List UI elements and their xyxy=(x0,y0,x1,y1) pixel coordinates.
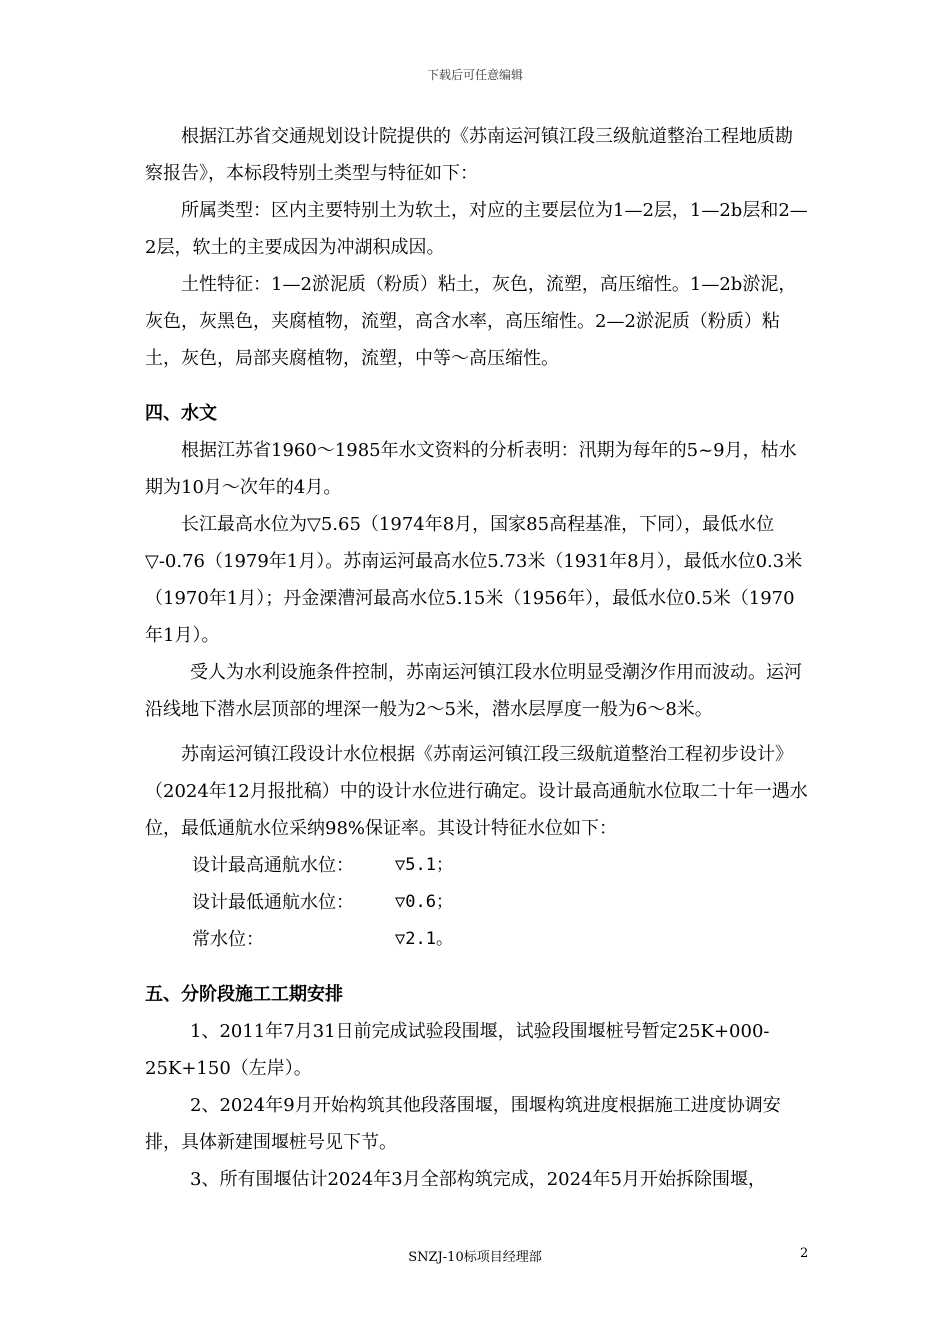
schedule-item: 3、所有围堰估计2024年3月全部构筑完成，2024年5月开始拆除围堰， xyxy=(190,1169,766,1190)
page-number: 2 xyxy=(800,1246,809,1261)
section3-type: 所属类型：区内主要特别土为软土，对应的主要层位为1—2层，1—2b层和2—2层，软土的主要成因为冲湖积成因。 xyxy=(145,200,808,258)
section5-heading: 五、分阶段施工工期安排 xyxy=(145,984,343,1005)
water-level-row xyxy=(192,847,810,884)
section4-paragraph-1: 根据江苏省1960～1985年水文资料的分析表明：汛期为每年的5~9月，枯水期为10月～次年的4月。 xyxy=(145,440,797,498)
document-body xyxy=(145,118,810,1198)
section3-features: 土性特征：1—2淤泥质（粉质）粘土，灰色，流塑，高压缩性。1—2b淤泥，灰色，灰黑色，夹腐植物，流塑，高含水率，高压缩性。2—2淤泥质（粉质）粘土，灰色，局部夹腐植物，流塑，中等～高压缩性。 xyxy=(145,274,797,369)
section4-paragraph-2: 长江最高水位为▽5.65（1974年8月，国家85高程基准，下同），最低水位▽-0.76（1979年1月）。苏南运河最高水位5.73米（1931年8月），最低水位0.3米（1970年1月）；丹金溧漕河最高水位5.15米（1956年），最低水位0.5米（1970年1月）。 xyxy=(145,514,803,646)
water-level-value: ▽0.6； xyxy=(395,892,453,912)
water-level-value: ▽5.1； xyxy=(395,855,453,875)
section3-intro: 根据江苏省交通规划设计院提供的《苏南运河镇江段三级航道整治工程地质勘察报告》，本标段特别土类型与特征如下： xyxy=(145,126,793,184)
water-level-row xyxy=(192,921,810,958)
water-level-label: 常水位： xyxy=(192,929,264,950)
section4-heading: 四、水文 xyxy=(145,403,217,424)
page-header: 下载后可任意编辑 xyxy=(426,68,523,82)
water-level-label: 设计最高通航水位： xyxy=(192,855,354,876)
water-level-value: ▽2.1。 xyxy=(395,929,453,949)
water-level-row xyxy=(192,884,810,921)
water-level-label: 设计最低通航水位： xyxy=(192,892,354,913)
schedule-item: 1、2011年7月31日前完成试验段围堰，试验段围堰桩号暂定25K+000-25K+150（左岸）。 xyxy=(145,1021,770,1079)
section4-paragraph-3: 受人为水利设施条件控制，苏南运河镇江段水位明显受潮汐作用而波动。运河沿线地下潜水层顶部的埋深一般为2～5米，潜水层厚度一般为6～8米。 xyxy=(145,662,802,720)
schedule-item: 2、2024年9月开始构筑其他段落围堰，围堰构筑进度根据施工进度协调安排，具体新建围堰桩号见下节。 xyxy=(145,1095,781,1153)
section4-paragraph-4: 苏南运河镇江段设计水位根据《苏南运河镇江段三级航道整治工程初步设计》（2024年12月报批稿）中的设计水位进行确定。设计最高通航水位取二十年一遇水位，最低通航水位采纳98%保证率。其设计特征水位如下： xyxy=(145,744,808,839)
page-footer: SNZJ-10标项目经理部 xyxy=(408,1250,542,1265)
